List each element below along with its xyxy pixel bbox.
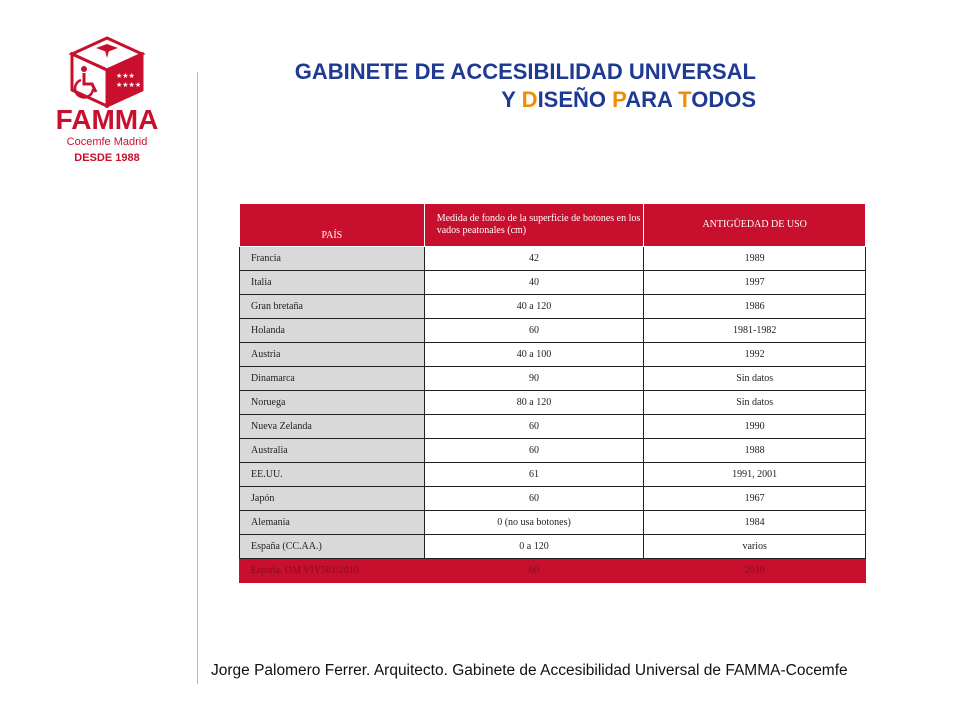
depth-cell: 40 (424, 271, 644, 295)
country-cell: España (CC.AA.) (240, 535, 425, 559)
table-row (240, 247, 866, 271)
table-header-row (240, 204, 866, 247)
country-cell: Alemania (240, 511, 425, 535)
famma-logo (52, 36, 162, 171)
depth-cell: 90 (424, 367, 644, 391)
logo-wordmark: FAMMA (55, 104, 159, 135)
svg-text:★★★: ★★★ (116, 72, 135, 80)
depth-cell: 40 a 100 (424, 343, 644, 367)
age-cell: Sin datos (644, 367, 866, 391)
header-depth: Medida de fondo de la superficie de botones en los vados peatonales (cm) (424, 204, 644, 247)
age-cell: 1990 (644, 415, 866, 439)
depth-cell: 80 a 120 (424, 391, 644, 415)
depth-cell: 40 a 120 (424, 295, 644, 319)
vertical-divider (197, 72, 198, 684)
age-cell: 1989 (644, 247, 866, 271)
country-cell: Nueva Zelanda (240, 415, 425, 439)
age-cell: 1988 (644, 439, 866, 463)
table-row (240, 535, 866, 559)
title-part: Y (501, 87, 522, 112)
wheelchair-cube-icon (52, 36, 162, 108)
depth-cell: 60 (424, 319, 644, 343)
country-cell: Italia (240, 271, 425, 295)
age-cell: 1984 (644, 511, 866, 535)
depth-cell: 42 (424, 247, 644, 271)
age-cell: Sin datos (644, 391, 866, 415)
table-row (240, 391, 866, 415)
table-highlight-row (240, 559, 866, 583)
country-cell: Francia (240, 247, 425, 271)
logo-subtitle: Cocemfe Madrid (66, 136, 148, 148)
title-part: ISEÑO (537, 87, 613, 112)
depth-cell: 0 a 120 (424, 535, 644, 559)
table-row (240, 367, 866, 391)
table-row (240, 439, 866, 463)
age-cell: 1967 (644, 487, 866, 511)
table-row (240, 463, 866, 487)
table-row (240, 487, 866, 511)
age-cell: 1992 (644, 343, 866, 367)
title-initial: D (521, 87, 538, 112)
country-cell: EE.UU. (240, 463, 425, 487)
logo-since: DESDE 1988 (74, 152, 140, 164)
title-part: ODOS (691, 87, 756, 112)
country-cell: Japón (240, 487, 425, 511)
depth-cell: 61 (424, 463, 644, 487)
depth-cell: 60 (424, 559, 644, 583)
table-row (240, 511, 866, 535)
title-initial: T (678, 87, 692, 112)
depth-cell: 0 (no usa botones) (424, 511, 644, 535)
svg-text:★★★★: ★★★★ (116, 81, 142, 89)
country-cell: Gran bretaña (240, 295, 425, 319)
age-cell: varios (644, 535, 866, 559)
depth-cell: 60 (424, 439, 644, 463)
country-cell: Australia (240, 439, 425, 463)
country-cell: Austria (240, 343, 425, 367)
page-title (295, 58, 756, 114)
country-cell: Noruega (240, 391, 425, 415)
header-country: PAÍS (240, 204, 425, 247)
age-cell: 1997 (644, 271, 866, 295)
table-row (240, 343, 866, 367)
table-row (240, 271, 866, 295)
table-row (240, 295, 866, 319)
header-age: ANTIGÜEDAD DE USO (644, 204, 866, 247)
data-table (239, 203, 866, 583)
depth-cell: 60 (424, 415, 644, 439)
age-cell: 1991, 2001 (644, 463, 866, 487)
title-initial: P (612, 87, 626, 112)
age-cell: 1986 (644, 295, 866, 319)
country-cell: España, OM VIV561/2010 (240, 559, 425, 583)
country-cell: Dinamarca (240, 367, 425, 391)
depth-cell: 60 (424, 487, 644, 511)
age-cell: 1981-1982 (644, 319, 866, 343)
footer-credit: Jorge Palomero Ferrer. Arquitecto. Gabinete de Accesibilidad Universal de FAMMA-Cocemfe (211, 662, 848, 679)
age-cell: 2010 (644, 559, 866, 583)
country-cell: Holanda (240, 319, 425, 343)
title-line-2 (295, 86, 756, 114)
table-row (240, 319, 866, 343)
title-part: ARA (625, 87, 679, 112)
table-row (240, 415, 866, 439)
title-line-1: GABINETE DE ACCESIBILIDAD UNIVERSAL (294, 59, 756, 84)
